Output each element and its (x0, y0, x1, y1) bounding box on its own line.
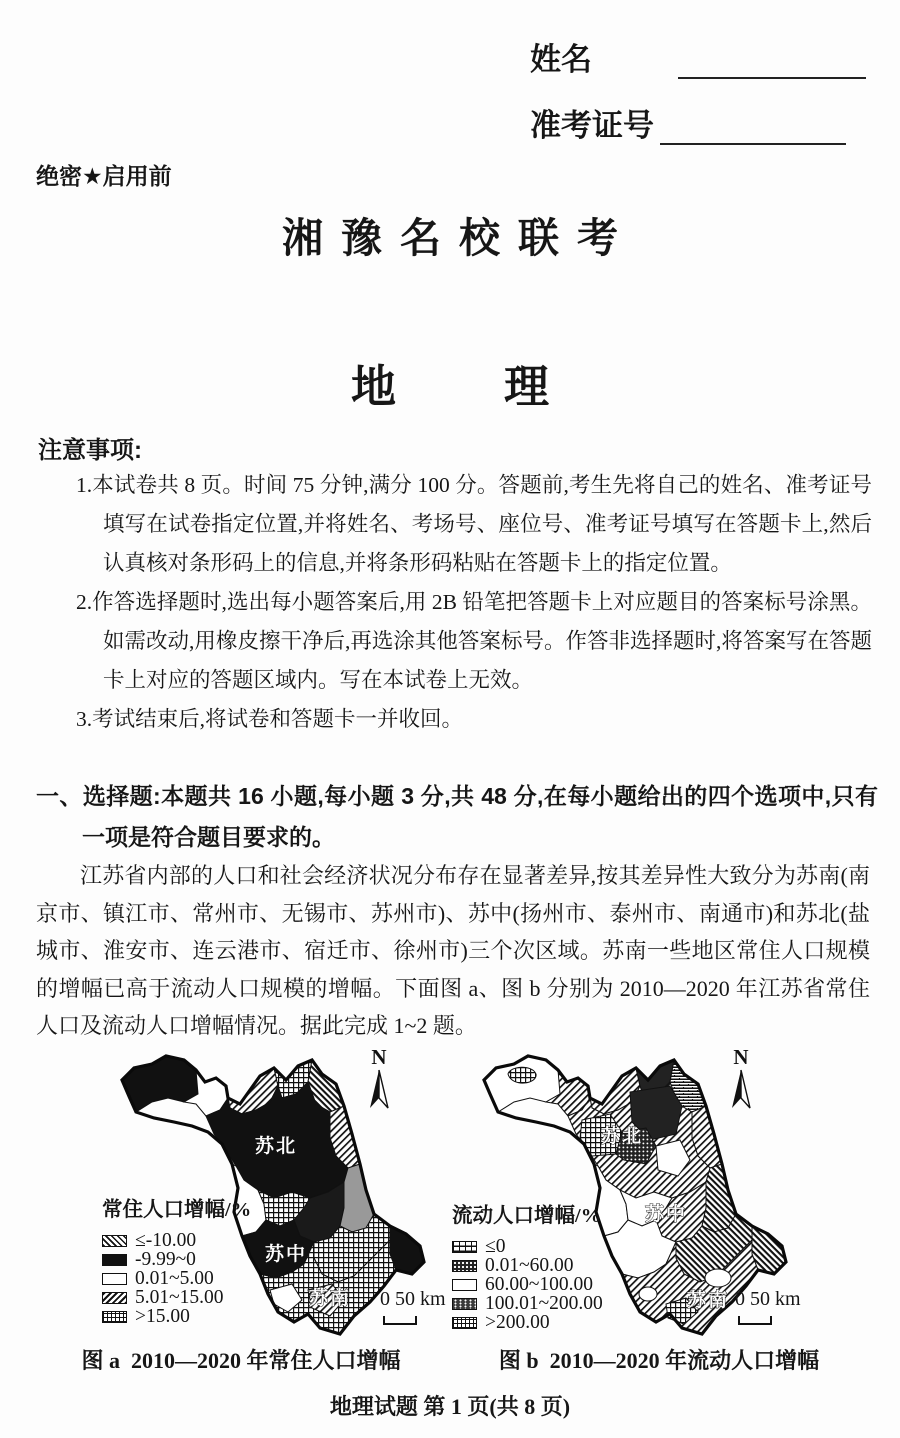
legend-item (452, 1295, 603, 1314)
exam-no-field-row (530, 100, 846, 145)
legend-label: 0.01~60.00 (485, 1254, 574, 1276)
district (639, 1287, 657, 1301)
legend-item (102, 1250, 251, 1269)
legend-label: ≤0 (485, 1235, 506, 1257)
legend-item (102, 1231, 251, 1250)
legend-a-title: 常住人口增幅/% (102, 1199, 252, 1221)
figure-a (36, 1040, 446, 1342)
north-arrow-icon (732, 1045, 750, 1108)
legend-label: >200.00 (485, 1312, 550, 1334)
legend-label: -9.99~0 (135, 1248, 196, 1270)
north-arrow-icon (370, 1045, 388, 1108)
note-item-3: 3.考试结束后,将试卷和答题卡一并收回。 (76, 707, 464, 731)
page-footer: 地理试题 第 1 页(共 8 页) (329, 1394, 571, 1419)
note-item-2: 2.作答选择题时,选出每小题答案后,用 2B 铅笔把答题卡上对应题目的答案标号涂黑。如需改动,用橡皮擦干净后,再选涂其他答案标号。作答非选择题时,将答案写在答题卡上对应的答题区域内。写在本试卷上无效。 (76, 590, 872, 692)
name-blank-line (678, 41, 866, 79)
region-label-suzhong: 苏中 (644, 1204, 688, 1225)
region-label-subei: 苏北 (254, 1136, 298, 1157)
legend-swatch (452, 1298, 477, 1310)
exam-title: 湘豫名校联考 (282, 215, 636, 261)
legend-swatch (102, 1311, 127, 1323)
legend-label: 60.00~100.00 (485, 1273, 594, 1295)
region-label-subei: 苏北 (600, 1126, 644, 1147)
legend-label: 0.01~5.00 (135, 1267, 214, 1289)
legend-swatch (452, 1279, 477, 1291)
legend-item (452, 1237, 603, 1256)
region-label-suzhong: 苏中 (264, 1244, 308, 1265)
svg-text:N: N (733, 1045, 749, 1069)
notes-list (76, 466, 872, 739)
legend-swatch (102, 1254, 127, 1266)
figure-b (446, 1040, 864, 1342)
scale-bracket-a (383, 1316, 417, 1325)
scale-bar-b: 0 50 km (735, 1288, 801, 1310)
region-label-sunan: 苏南 (686, 1290, 730, 1311)
lake (705, 1269, 731, 1287)
section-heading: 一、选择题:本题共 16 小题,每小题 3 分,共 48 分,在每小题给出的四个选项中,只有一项是符合题目要求的。 (36, 783, 878, 850)
legend-item (102, 1308, 251, 1327)
legend-b-title: 流动人口增幅/% (452, 1205, 602, 1227)
legend-label: >15.00 (135, 1306, 190, 1328)
notes-heading: 注意事项: (38, 437, 142, 464)
subject-title: 地理 (350, 361, 657, 412)
legend-swatch (452, 1260, 477, 1272)
legend-swatch (452, 1317, 477, 1329)
region-label-sunan: 苏南 (308, 1288, 352, 1309)
note-item-1: 1.本试卷共 8 页。时间 75 分钟,满分 100 分。答题前,考生先将自己的姓名、准考证号填写在试卷指定位置,并将姓名、考场号、座位号、准考证号填写在答题卡上,然后认真核对条形码上的信息,并将条形码粘贴在答题卡上的指定位置。 (76, 473, 872, 575)
scale-bracket-b (738, 1316, 772, 1325)
caption-figure-b: 图 b 2010—2020 年流动人口增幅 (498, 1348, 820, 1373)
legend-label: 100.01~200.00 (485, 1293, 603, 1315)
legend-swatch (452, 1241, 477, 1253)
question-passage: 江苏省内部的人口和社会经济状况分布存在显著差异,按其差异性大致分为苏南(南京市、镇江市、常州市、无锡市、苏州市)、苏中(扬州市、泰州市、南通市)和苏北(盐城市、淮安市、连云港市、宿迁市、徐州市)三个次区域。苏南一些地区常住人口规模的增幅已高于流动人口规模的增幅。下面图 a、图 b 分别为 2010—2020 年江苏省常住人口及流动人口增幅情况。据此完成 1~2 题。 (36, 863, 870, 1038)
legend-swatch (102, 1235, 127, 1247)
legend-item (452, 1275, 603, 1294)
caption-figure-a: 图 a 2010—2020 年常住人口增幅 (81, 1348, 401, 1373)
legend-item (452, 1314, 603, 1333)
legend-a (102, 1192, 251, 1327)
legend-label: ≤-10.00 (135, 1229, 197, 1251)
exam-no-label: 准考证号 (530, 108, 654, 143)
legend-swatch (102, 1292, 127, 1304)
svg-text:N: N (371, 1045, 387, 1069)
legend-item (452, 1256, 603, 1275)
secrecy-notice: 绝密★启用前 (36, 163, 172, 189)
legend-item (102, 1289, 251, 1308)
legend-label: 5.01~15.00 (135, 1287, 224, 1309)
exam-no-blank-line (660, 107, 846, 145)
legend-b (452, 1198, 603, 1333)
legend-item (102, 1269, 251, 1288)
name-field-row (530, 34, 866, 79)
legend-swatch (102, 1273, 127, 1285)
name-label: 姓名 (530, 42, 592, 77)
scale-bar-a: 0 50 km (380, 1288, 446, 1310)
